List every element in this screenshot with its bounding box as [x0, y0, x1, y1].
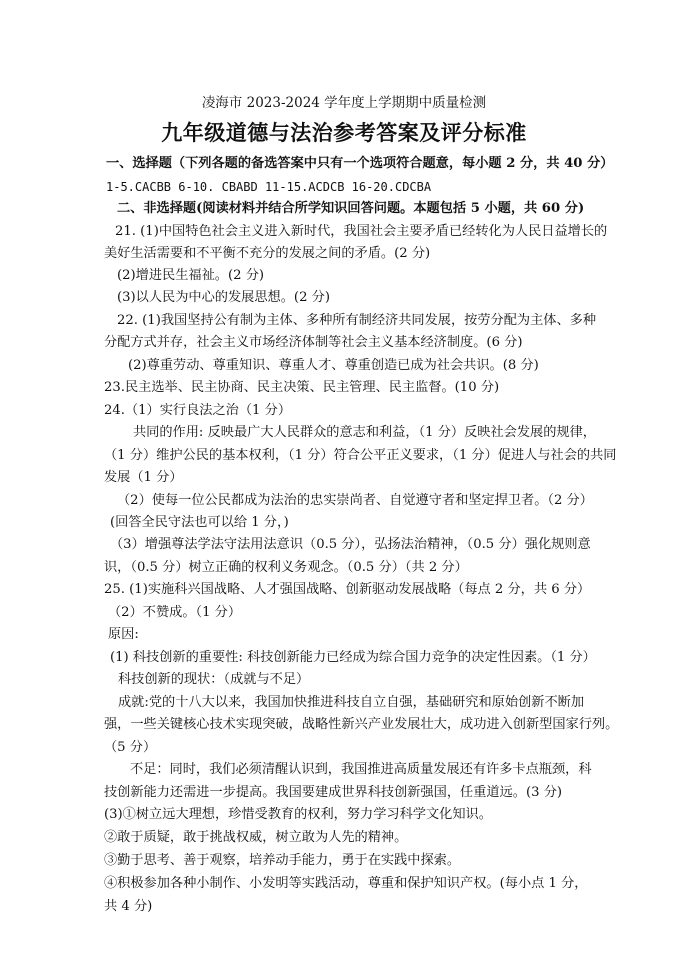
answer-line: （1 分）维护公民的基本权利，（1 分）符合公平正义要求，（1 分）促进人与社会的共同	[104, 448, 617, 463]
answer-line: (3)①树立远大理想，珍惜受教育的权利，努力学习科学文化知识。	[104, 807, 492, 822]
answer-line: 分配方式并存，社会主义市场经济体制等社会主义基本经济制度。(6 分)	[104, 335, 523, 350]
choice-answers: 1-5.CACBB 6-10. CBABD 11-15.ACDCB 16-20.CDCBA	[106, 180, 432, 194]
answer-line: （3）增强尊法学法守法用法意识（0.5 分），弘扬法治精神，（0.5 分）强化规则意	[110, 537, 591, 552]
answer-line: ④积极参加各种小制作、小发明等实践活动，尊重和保护知识产权。(每小点 1 分，	[104, 876, 588, 891]
answer-line: 共 4 分)	[104, 899, 153, 914]
answer-line: 原因:	[108, 627, 139, 642]
section-heading-nonchoice: 二、非选择题(阅读材料并结合所学知识回答问题。本题包括 5 小题，共 60 分)	[117, 201, 585, 216]
answer-line: 美好生活需要和不平衡不充分的发展之间的矛盾。(2 分)	[104, 246, 431, 261]
section-heading-choice: 一、选择题（下列各题的备选答案中只有一个选项符合题意，每小题 2 分，共 40 分）	[106, 156, 614, 171]
answer-line: (2)增进民生福祉。(2 分)	[117, 268, 265, 283]
answer-line: 发展（1 分）	[104, 470, 183, 485]
document-title: 九年级道德与法治参考答案及评分标准	[161, 120, 527, 145]
answer-line: （5 分）	[104, 740, 157, 755]
answer-line: 25. (1)实施科兴国战略、人才强国战略、创新驱动发展战略（每点 2 分，共 6 分）	[104, 582, 591, 597]
answer-line: ②敢于质疑，敢于挑战权威，树立敢为人先的精神。	[104, 830, 408, 845]
document-subtitle: 凌海市 2023-2024 学年度上学期期中质量检测	[201, 95, 487, 111]
answer-line: 不足：同时，我们必须清醒认识到，我国推进高质量发展还有许多卡点瓶颈，科	[130, 762, 592, 777]
answer-line: (3)以人民为中心的发展思想。(2 分)	[117, 290, 330, 305]
answer-line: 21. (1)中国特色社会主义进入新时代，我国社会主要矛盾已经转化为人民日益增长的	[115, 224, 608, 239]
answer-line: 科技创新的现状：（成就与不足）	[118, 672, 310, 687]
answer-line: （2）不赞成。（1 分）	[108, 605, 242, 620]
answer-line: 23.民主选举、民主协商、民主决策、民主管理、民主监督。(10 分)	[104, 380, 500, 395]
answer-line: 成就:党的十八大以来，我国加快推进科技自立自强，基础研究和原始创新不断加	[118, 695, 585, 710]
answer-line: ③勤于思考、善于观察，培养动手能力，勇于在实践中探索。	[104, 853, 461, 868]
answer-line: 识，（0.5 分）树立正确的权利义务观念。（0.5 分）（共 2 分）	[104, 560, 468, 575]
answer-line: 24.（1）实行良法之治（1 分）	[104, 403, 292, 418]
answer-line: (2)尊重劳动、尊重知识、尊重人才、尊重创造已成为社会共识。(8 分)	[128, 358, 539, 373]
answer-line: 强，一些关键核心技术实现突破，战略性新兴产业发展壮大，成功进入创新型国家行列。	[104, 717, 619, 732]
answer-line: （2）使每一位公民都成为法治的忠实崇尚者、自觉遵守者和坚定捍卫者。（2 分）	[117, 493, 593, 508]
answer-line: 22. (1)我国坚持公有制为主体、多种所有制经济共同发展，按劳分配为主体、多种	[117, 313, 597, 328]
answer-line: 共同的作用: 反映最广大人民群众的意志和利益，（1 分）反映社会发展的规律，	[133, 425, 596, 440]
answer-line: 技创新能力还需进一步提高。我国要建成世界科技创新强国，任重道远。(3 分)	[104, 785, 563, 800]
answer-line: (1) 科技创新的重要性: 科技创新能力已经成为综合国力竞争的决定性因素。（1 分）	[110, 650, 596, 665]
answer-line: (回答全民守法也可以给 1 分，)	[110, 515, 289, 530]
